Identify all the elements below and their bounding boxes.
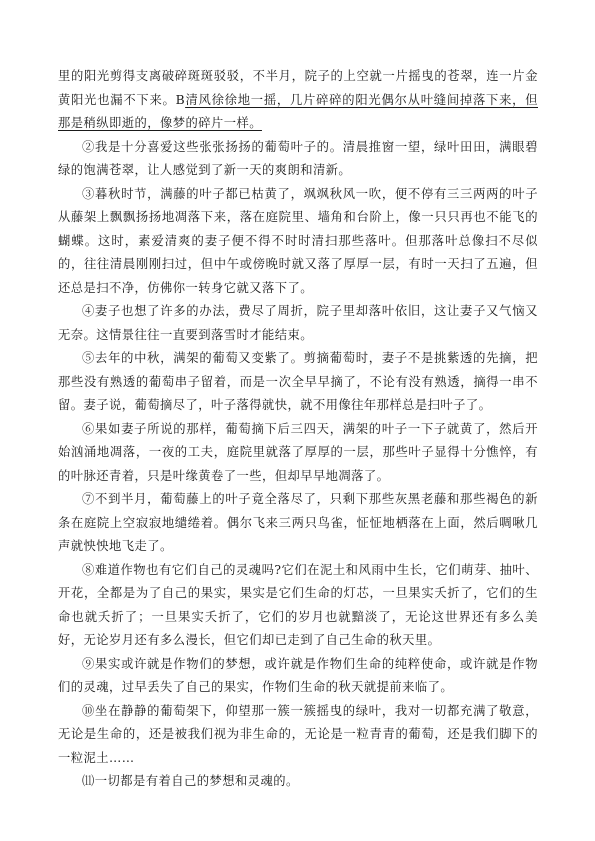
paragraph-4: ④妻子也想了许多的办法，费尽了周折，院子里却落叶依旧，这让妻子又气恼又无奈。这情景往往一直要到落雪时才能结束。 — [58, 304, 538, 342]
paragraph-continuation — [58, 65, 538, 136]
paragraph-text: 里的阳光剪得支离破碎斑斑驳驳，不半月，院子的上空就一片摇曳的苍翠，连一片金黄阳光也漏不下来。 — [58, 69, 538, 107]
paragraph-3: ③暮秋时节，满藤的叶子都已枯黄了，飒飒秋风一吹，便不停有三三两两的叶子从藤架上飘飘扬扬地凋落下来，落在庭院里、墙角和台阶上，像一只只再也不能飞的蝴蝶。这时，素爱清爽的妻子便不得不时时清扫那些落叶。但那落叶总像扫不尽似的，往往清晨刚刚扫过，但中午或傍晚时就又落了厚厚一层，有时一天扫了五遍，但还总是扫不净，仿佛你一转身它就又落下了。 — [58, 186, 538, 295]
paragraph-2: ②我是十分喜爱这些张张扬扬的葡萄叶子的。清晨推窗一望，绿叶田田，满眼碧绿的饱满苍翠，让人感觉到了新一天的爽朗和清新。 — [58, 139, 538, 177]
paragraph-7: ⑦不到半月，葡萄藤上的叶子竟全落尽了，只剩下那些灰黑老藤和那些褐色的新条在庭院上空寂寂地缱绻着。偶尔飞来三两只鸟雀，怔怔地栖落在上面，然后啁啾几声就怏怏地飞走了。 — [58, 492, 538, 553]
paragraph-5: ⑤去年的中秋，满架的葡萄又变紫了。剪摘葡萄时，妻子不是挑紫透的先摘，把那些没有熟透的葡萄串子留着，而是一次全早早摘了，不论有没有熟透，摘得一串不留。妻子说，葡萄摘尽了，叶子落得就快，就不用像往年那样总是扫叶子了。 — [58, 351, 538, 412]
paragraph-11: ⑾一切都是有着自己的梦想和灵魂的。 — [82, 774, 299, 788]
underlined-sentence: 清风徐徐地一摇，几片碎碎的阳光偶尔从叶缝间掉落下来，但那是稍纵即逝的，像梦的碎片一样。 — [58, 92, 538, 130]
question-marker: B — [175, 92, 186, 107]
paragraph-8: ⑧难道作物也有它们自己的灵魂吗?它们在泥土和风雨中生长，它们萌芽、抽叶、开花，全都是为了自己的果实，果实是它们生命的灯芯，一旦果实夭折了，它们的生命也就夭折了；一旦果实夭折了，它们的岁月也就黯淡了，无论这世界还有多么美好，无论岁月还有多么漫长，但它们却已走到了自己生命的秋天里。 — [58, 562, 538, 647]
document-page — [58, 65, 538, 794]
paragraph-9: ⑨果实或许就是作物们的梦想，或许就是作物们生命的纯粹使命，或许就是作物们的灵魂，过早丢失了自己的果实，作物们生命的秋天就提前来临了。 — [58, 656, 538, 694]
paragraph-6: ⑥果如妻子所说的那样，葡萄摘下后三四天，满架的叶子一下子就黄了，然后开始汹涌地凋落，一夜的工夫，庭院里就落了厚厚的一层，那些叶子显得十分憔悴，有的叶脉还青着，只是叶缘黄卷了一些，但却早早地凋落了。 — [58, 421, 538, 483]
paragraph-10: ⑩坐在静静的葡萄架下，仰望那一簇一簇摇曳的绿叶，我对一切都充满了敬意，无论是生命的，还是被我们视为非生命的，无论是一粒青青的葡萄，还是我们脚下的一粒泥土…… — [58, 703, 538, 765]
